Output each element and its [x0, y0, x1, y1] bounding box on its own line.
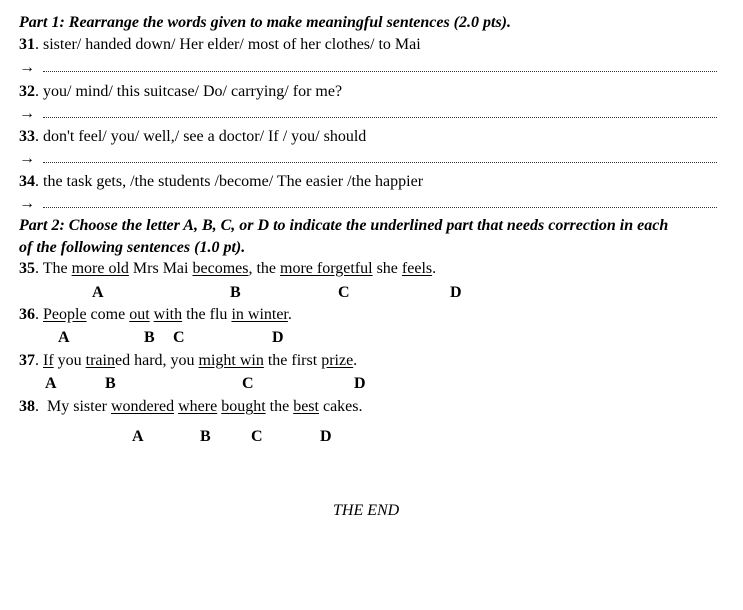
- text-segment: .: [353, 352, 358, 369]
- letter-c: C: [242, 375, 254, 392]
- option-d-part: best: [293, 398, 319, 415]
- question-34: [19, 172, 423, 192]
- option-b-part: becomes: [192, 260, 249, 277]
- part2-heading-line2: of the following sentences (1.0 pt).: [19, 239, 246, 256]
- question-number: 36: [19, 306, 35, 323]
- text-segment: .: [287, 306, 292, 323]
- question-37: [19, 351, 357, 371]
- answer-line-33[interactable]: [19, 149, 717, 169]
- letter-c: C: [338, 284, 350, 301]
- text-segment: cakes.: [318, 398, 363, 415]
- dotted-line: [43, 117, 717, 118]
- question-number: 33: [19, 128, 35, 145]
- question-text: . sister/ handed down/ Her elder/ most of her clothes/ to Mai: [35, 36, 421, 53]
- option-a-part: If: [43, 352, 54, 369]
- text-segment: come: [86, 306, 130, 323]
- text-segment: . My sister: [35, 398, 111, 415]
- text-segment: .: [432, 260, 437, 277]
- option-d-part: in winter: [231, 306, 288, 323]
- option-d-part: feels: [401, 260, 433, 277]
- question-text: . you/ mind/ this suitcase/ Do/ carrying/ for me?: [35, 83, 343, 100]
- question-text: . don't feel/ you/ well,/ see a doctor/ If / you/ should: [35, 128, 367, 145]
- letter-c: C: [251, 428, 263, 445]
- part2-heading-line1: Part 2: Choose the letter A, B, C, or D to indicate the underlined part that needs correction in each: [19, 217, 669, 234]
- letter-a: A: [92, 284, 104, 301]
- option-b-part: train: [85, 352, 115, 369]
- answer-line-31[interactable]: [19, 58, 717, 78]
- letter-c: C: [173, 329, 185, 346]
- question-number: 31: [19, 36, 35, 53]
- text-segment: ed hard, you: [114, 352, 199, 369]
- text-segment: the flu: [182, 306, 232, 323]
- text-segment: she: [372, 260, 402, 277]
- text-segment: the first: [263, 352, 322, 369]
- option-c-part: bought: [221, 398, 266, 415]
- letter-b: B: [105, 375, 116, 392]
- option-c-part: with: [153, 306, 183, 323]
- part1-heading: Part 1: Rearrange the words given to make meaningful sentences (2.0 pts).: [19, 14, 511, 31]
- option-b-part: where: [178, 398, 218, 415]
- the-end-label: THE END: [333, 502, 400, 519]
- question-number: 38: [19, 398, 35, 415]
- option-a-part: wondered: [111, 398, 175, 415]
- question-number: 32: [19, 83, 35, 100]
- letter-a: A: [45, 375, 57, 392]
- letter-a: A: [132, 428, 144, 445]
- text-segment: Mrs Mai: [128, 260, 193, 277]
- dotted-line: [43, 71, 717, 72]
- letter-b: B: [144, 329, 155, 346]
- answer-line-32[interactable]: [19, 104, 717, 124]
- text-segment: .: [35, 352, 43, 369]
- question-38: [19, 397, 363, 417]
- question-32: [19, 82, 342, 102]
- question-text: . the task gets, /the students /become/ The easier /the happier: [35, 173, 424, 190]
- dotted-line: [43, 207, 717, 208]
- question-35: [19, 259, 436, 279]
- option-a-part: People: [43, 306, 87, 323]
- option-c-part: might win: [198, 352, 264, 369]
- arrow-icon: →: [19, 195, 35, 212]
- arrow-icon: →: [19, 59, 35, 76]
- letter-b: B: [200, 428, 211, 445]
- letter-d: D: [354, 375, 366, 392]
- question-number: 35: [19, 260, 35, 277]
- text-segment: you: [53, 352, 86, 369]
- text-segment: the: [265, 398, 294, 415]
- letter-a: A: [58, 329, 70, 346]
- question-36: [19, 305, 292, 325]
- option-a-part: more old: [71, 260, 129, 277]
- text-segment: , the: [248, 260, 281, 277]
- arrow-icon: →: [19, 105, 35, 122]
- letter-d: D: [450, 284, 462, 301]
- dotted-line: [43, 162, 717, 163]
- arrow-icon: →: [19, 150, 35, 167]
- letter-d: D: [320, 428, 332, 445]
- question-number: 34: [19, 173, 35, 190]
- option-d-part: prize: [321, 352, 354, 369]
- question-31: [19, 35, 421, 55]
- letter-b: B: [230, 284, 241, 301]
- question-number: 37: [19, 352, 35, 369]
- answer-line-34[interactable]: [19, 194, 717, 214]
- question-33: [19, 127, 366, 147]
- option-c-part: more forgetful: [280, 260, 373, 277]
- text-segment: . The: [35, 260, 72, 277]
- letter-d: D: [272, 329, 284, 346]
- text-segment: .: [35, 306, 43, 323]
- option-b-part: out: [129, 306, 150, 323]
